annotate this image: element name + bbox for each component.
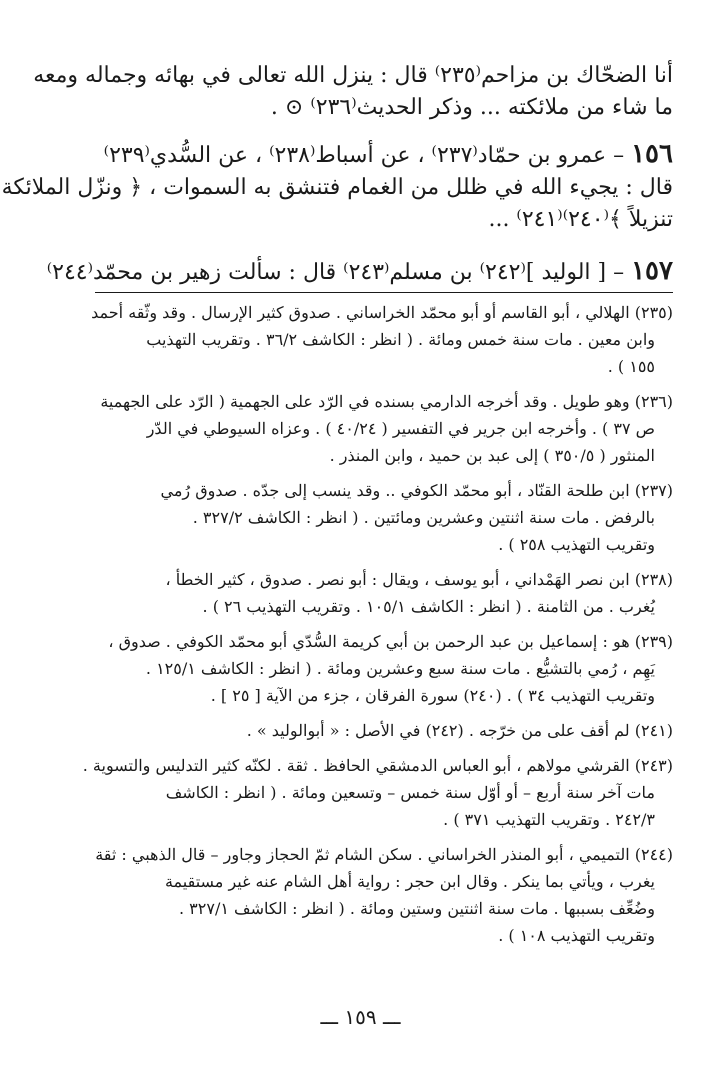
footnote-line: وابن معين . مات سنة خمس ومائة . ( انظر : الكاشف ٣٦/٢ . وتقريب التهذيب: [146, 330, 655, 349]
hadith-156-first-line: [95, 138, 673, 172]
footnote-243: [82, 752, 673, 833]
main-paragraph-1: [33, 60, 673, 124]
book-page: [1, 60, 673, 957]
main-line: قال : يجيء الله في ظلل من الغمام فتنشق به السموات ، ﴿ ونزّل الملائكة: [1, 175, 673, 200]
footnote-line: وتقريب التهذيب ٢٥٨ ) .: [498, 535, 655, 554]
footnote-line: يَهِم ، رُمي بالتشيُّع . مات سنة سبع وعشرين ومائة . ( انظر : الكاشف ١٢٥/١ .: [145, 659, 655, 678]
footnotes: [82, 299, 673, 949]
footnote-line: ٢٤٢/٣ . وتقريب التهذيب ٣٧١ ) .: [443, 810, 655, 829]
footnote-line: يُغرب . من الثامنة . ( انظر : الكاشف ١٠٥/١ . وتقريب التهذيب ٢٦ ) .: [202, 597, 655, 616]
footnote-line: (٢٣٦) وهو طويل . وقد أخرجه الدارمي بسنده في الرّد على الجهمية ( الرّد على الجهمية: [100, 392, 673, 411]
footnote-line: (٢٣٥) الهلالي ، أبو القاسم أو أبو محمّد الخراساني . صدوق كثير الإرسال . وقد وثّقه أحمد: [91, 303, 673, 322]
footnote-line: (٢٤٣) القرشي مولاهم ، أبو العباس الدمشقي الحافظ . ثقة . لكنّه كثير التدليس والتسوية .: [82, 756, 673, 775]
hadith-156: [1, 138, 673, 236]
footnote-line: (٢٣٧) ابن طلحة القنّاد ، أبو محمّد الكوفي .. وقد ينسب إلى جدّه . صدوق رُمي: [160, 481, 673, 500]
footnote-line: وضُعِّف بسببها . مات سنة اثنتين وستين ومائة . ( انظر : الكاشف ٣٢٧/١ .: [179, 899, 655, 918]
hadith-text: – [ الوليد ]⁽٢٤٢⁾ بن مسلم⁽٢٤٣⁾ قال : سألت زهير بن محمّد⁽٢٤٤⁾: [46, 260, 625, 285]
footnote-separator: [95, 292, 673, 293]
footnote-241-242: [95, 717, 673, 744]
footnote-line: (٢٤١) لم أقف على من خرّجه . (٢٤٢) في الأصل : « أبوالوليد » .: [246, 721, 673, 740]
hadith-number: ١٥٧: [631, 256, 673, 286]
footnote-235: [91, 299, 673, 380]
main-line: ما شاء من ملائكته ... وذكر الحديث⁽٢٣٦⁾ ⊙ .: [270, 95, 673, 120]
footnote-239-240: [95, 628, 673, 709]
footnote-line: وتقريب التهذيب ١٠٨ ) .: [498, 926, 655, 945]
main-line: أنا الضحّاك بن مزاحم⁽٢٣٥⁾ قال : ينزل الله تعالى في بهائه وجماله ومعه: [33, 63, 673, 88]
footnote-line: (٢٣٩) هو : إسماعيل بن عبد الرحمن بن أبي كريمة السُّدّي أبو محمّد الكوفي . صدوق ،: [108, 632, 673, 651]
footnote-line: بالرفض . مات سنة اثنتين وعشرين ومائتين . ( انظر : الكاشف ٣٢٧/٢ .: [192, 508, 655, 527]
main-line: تنزيلاً ﴾⁽٢٤٠⁾⁽٢٤١⁾ ...: [488, 207, 673, 232]
footnote-line: المنثور ( ٣٥٠/٥ ) إلى عبد بن حميد ، وابن المنذر .: [329, 446, 655, 465]
hadith-number: ١٥٦: [631, 139, 673, 169]
footnote-238: [95, 566, 673, 620]
footnote-line: ص ٣٧ ) . وأخرجه ابن جرير في التفسير ( ٤٠/٢٤ ) . وعزاه السيوطي في الدّر: [146, 419, 655, 438]
footnote-244: [95, 841, 673, 949]
footnote-line: مات آخر سنة أربع – أو أوّل سنة خمس – وتسعين ومائة . ( انظر : الكاشف: [165, 783, 655, 802]
footnote-236: [95, 388, 673, 469]
footnote-line: (٢٣٨) ابن نصر الهَمْداني ، أبو يوسف ، ويقال : أبو نصر . صدوق ، كثير الخطأ ،: [165, 570, 673, 589]
footnote-line: يغرب ، ويأتي بما ينكر . وقال ابن حجر : رواية أهل الشام عنه غير مستقيمة: [164, 872, 655, 891]
page-number: ـــ ١٥٩ ـــ: [320, 1005, 401, 1029]
footnote-line: ١٥٥ ) .: [607, 357, 655, 376]
hadith-157: [46, 254, 673, 290]
footnote-line: وتقريب التهذيب ٣٤ ) . (٢٤٠) سورة الفرقان ، جزء من الآية [ ٢٥ ] .: [210, 686, 655, 705]
footnote-line: (٢٤٤) التميمي ، أبو المنذر الخراساني . سكن الشام ثمّ الحجاز وجاور – قال الذهبي : ثقة: [95, 845, 673, 864]
hadith-text: – عمرو بن حمّاد⁽٢٣٧⁾ ، عن أسباط⁽٢٣٨⁾ ، عن السُّدي⁽٢٣٩⁾: [103, 143, 625, 168]
footnote-237: [95, 477, 673, 558]
